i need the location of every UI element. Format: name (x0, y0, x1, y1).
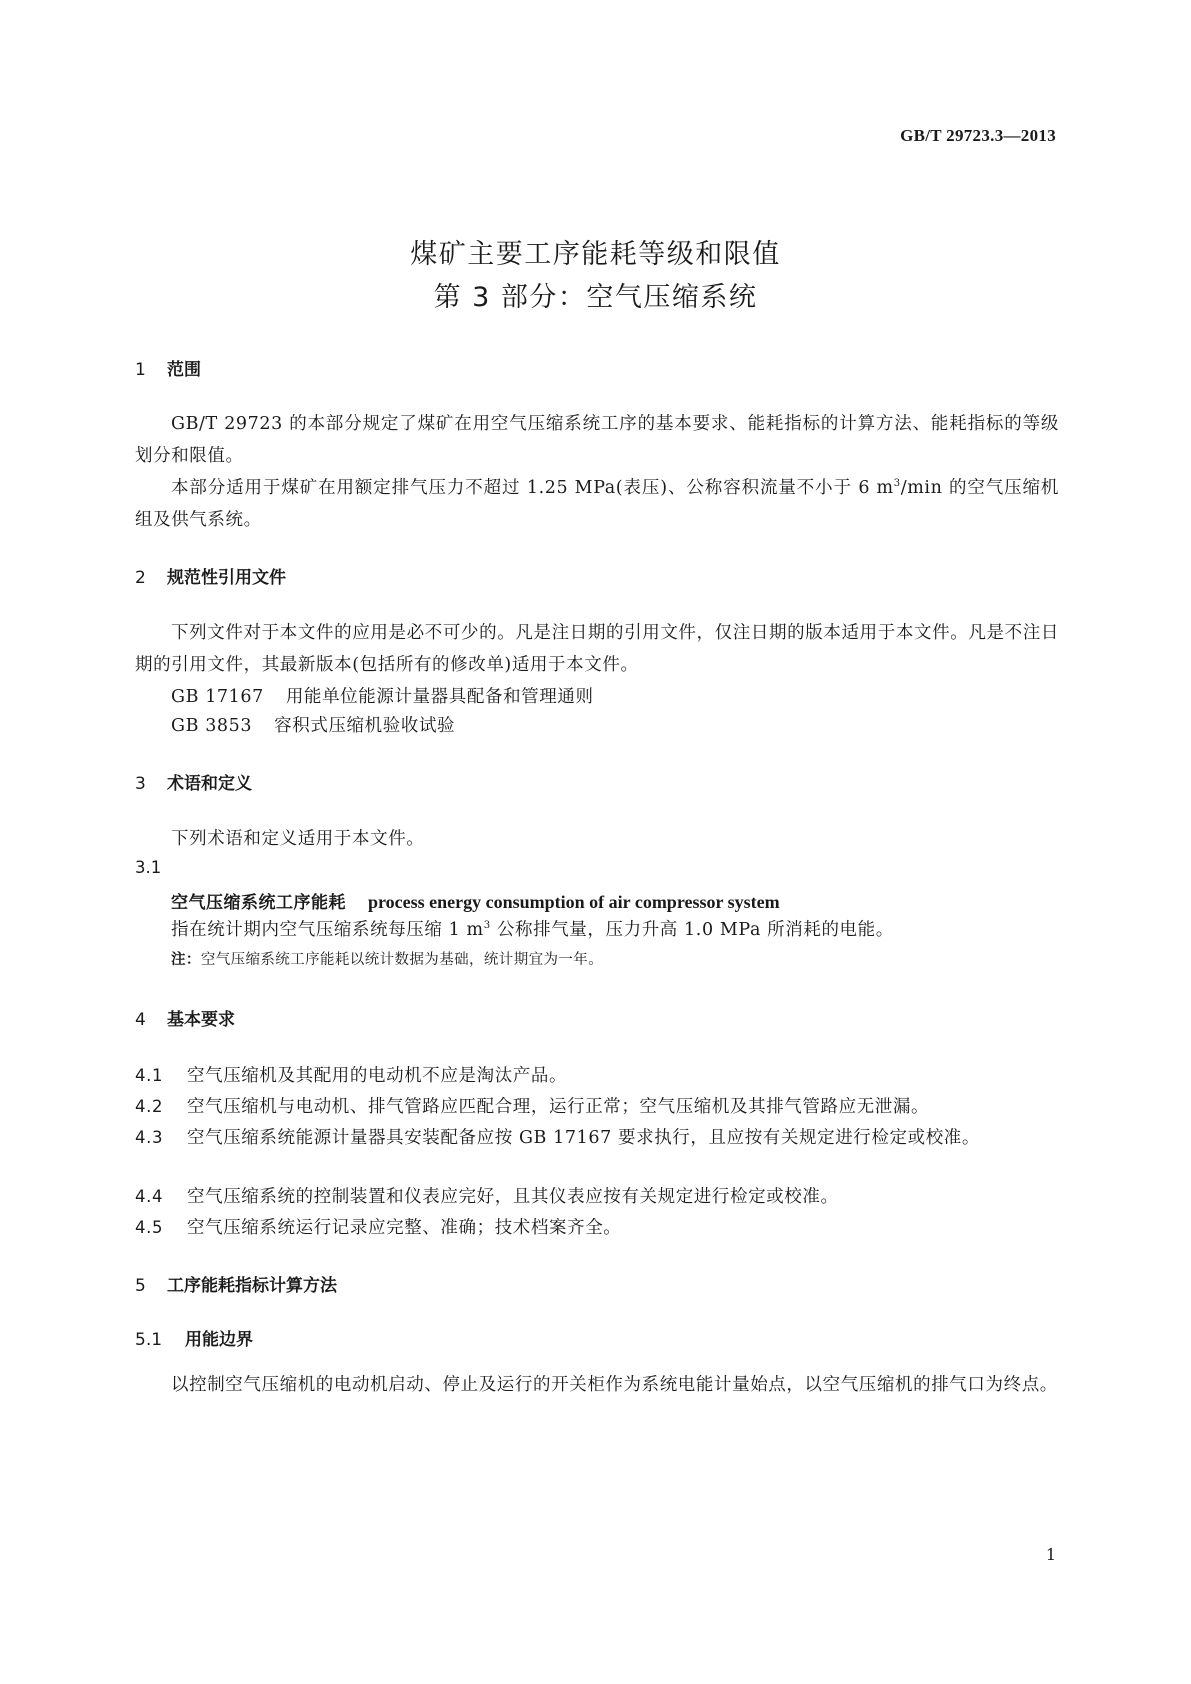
reference-title: 容积式压缩机验收试验 (274, 716, 456, 736)
superscript: 3 (483, 920, 491, 931)
clause-text: 空气压缩系统的控制装置和仪表应完好，且其仪表应按有关规定进行检定或校准。 (187, 1187, 839, 1207)
reference-code: GB 17167 (171, 687, 264, 707)
clause-number: 4.1 (135, 1066, 164, 1085)
clause-item (135, 1091, 1059, 1123)
section-1-heading (135, 355, 201, 380)
sec5-paragraph-1: 以控制空气压缩机的电动机启动、停止及运行的开关柜作为系统电能计量始点，以空气压缩机的排气口为终点。 (171, 1375, 1058, 1395)
superscript: 3 (893, 478, 901, 489)
section-title: 规范性引用文件 (167, 568, 286, 588)
section-title: 工序能耗指标计算方法 (167, 1276, 337, 1296)
sec2-paragraph-1: 下列文件对于本文件的应用是必不可少的。凡是注日期的引用文件，仅注日期的版本适用于本文件。凡是不注日期的引用文件，其最新版本(包括所有的修改单)适用于本文件。 (135, 623, 1059, 675)
subsection-number: 5.1 (135, 1330, 163, 1350)
clause-item (135, 1122, 1059, 1154)
clause-text: 空气压缩机及其配用的电动机不应是淘汰产品。 (187, 1066, 568, 1086)
text-span: 指在统计期内空气压缩系统每压缩 1 m (171, 920, 484, 940)
text-span: 公称排气量，压力升高 1.0 MPa 所消耗的电能。 (490, 920, 894, 940)
section-2-heading (135, 563, 286, 588)
page-number: 1 (1045, 1545, 1056, 1564)
clause-number: 4.2 (135, 1097, 164, 1116)
reference-code: GB 3853 (171, 716, 253, 736)
clause-item (135, 1181, 1059, 1213)
reference-title: 用能单位能源计量器具配备和管理通则 (285, 687, 594, 707)
note-label: 注： (171, 952, 201, 968)
sec1-paragraph-1: GB/T 29723 的本部分规定了煤矿在用空气压缩系统工序的基本要求、能耗指标的计算方法、能耗指标的等级划分和限值。 (135, 414, 1059, 466)
term-definition (171, 916, 894, 941)
section-3-heading (135, 769, 252, 794)
note-text: 空气压缩系统工序能耗以统计数据为基础，统计期宜为一年。 (200, 952, 604, 968)
clause-number: 4.3 (135, 1128, 164, 1147)
term-en: process energy consumption of air compressor system (368, 892, 780, 912)
document-subtitle: 第 3 部分：空气压缩系统 (433, 282, 758, 313)
sec3-paragraph-1: 下列术语和定义适用于本文件。 (171, 829, 425, 849)
section-number: 1 (135, 360, 146, 380)
standard-code: GB/T 29723.3—2013 (900, 126, 1056, 145)
sec1-paragraph-2 (135, 472, 1059, 536)
clause-text: 空气压缩系统能源计量器具安装配备应按 GB 17167 要求执行，且应按有关规定进行检定或校准。 (187, 1128, 980, 1148)
document-title: 煤矿主要工序能耗等级和限值 (410, 239, 781, 270)
section-number: 4 (135, 1010, 146, 1030)
term-note (171, 948, 603, 969)
reference-item (171, 712, 455, 737)
clause-text: 空气压缩机与电动机、排气管路应匹配合理，运行正常；空气压缩机及其排气管路应无泄漏。 (187, 1097, 930, 1117)
clause-item (135, 1060, 1059, 1092)
section-4-heading (135, 1005, 235, 1030)
term-zh: 空气压缩系统工序能耗 (171, 893, 346, 913)
reference-item (171, 683, 594, 708)
section-number: 2 (135, 568, 146, 588)
section-number: 5 (135, 1276, 146, 1296)
section-title: 基本要求 (167, 1010, 235, 1030)
subsection-5-1-heading (135, 1325, 253, 1350)
section-number: 3 (135, 774, 146, 794)
text-span: 本部分适用于煤矿在用额定排气压力不超过 1.25 MPa(表压)、公称容积流量不小于 6 m (171, 478, 894, 498)
text-span: /min 的空气压缩机组及供气系统。 (135, 478, 1059, 530)
clause-item (135, 1212, 1059, 1244)
term-number: 3.1 (135, 858, 162, 877)
clause-number: 4.4 (135, 1187, 164, 1206)
section-title: 范围 (167, 360, 201, 380)
section-5-heading (135, 1271, 337, 1296)
subsection-title: 用能边界 (185, 1330, 253, 1350)
clause-text: 空气压缩系统运行记录应完整、准确；技术档案齐全。 (187, 1218, 622, 1238)
term-entry (171, 888, 780, 913)
clause-number: 4.5 (135, 1218, 164, 1237)
section-title: 术语和定义 (167, 774, 252, 794)
